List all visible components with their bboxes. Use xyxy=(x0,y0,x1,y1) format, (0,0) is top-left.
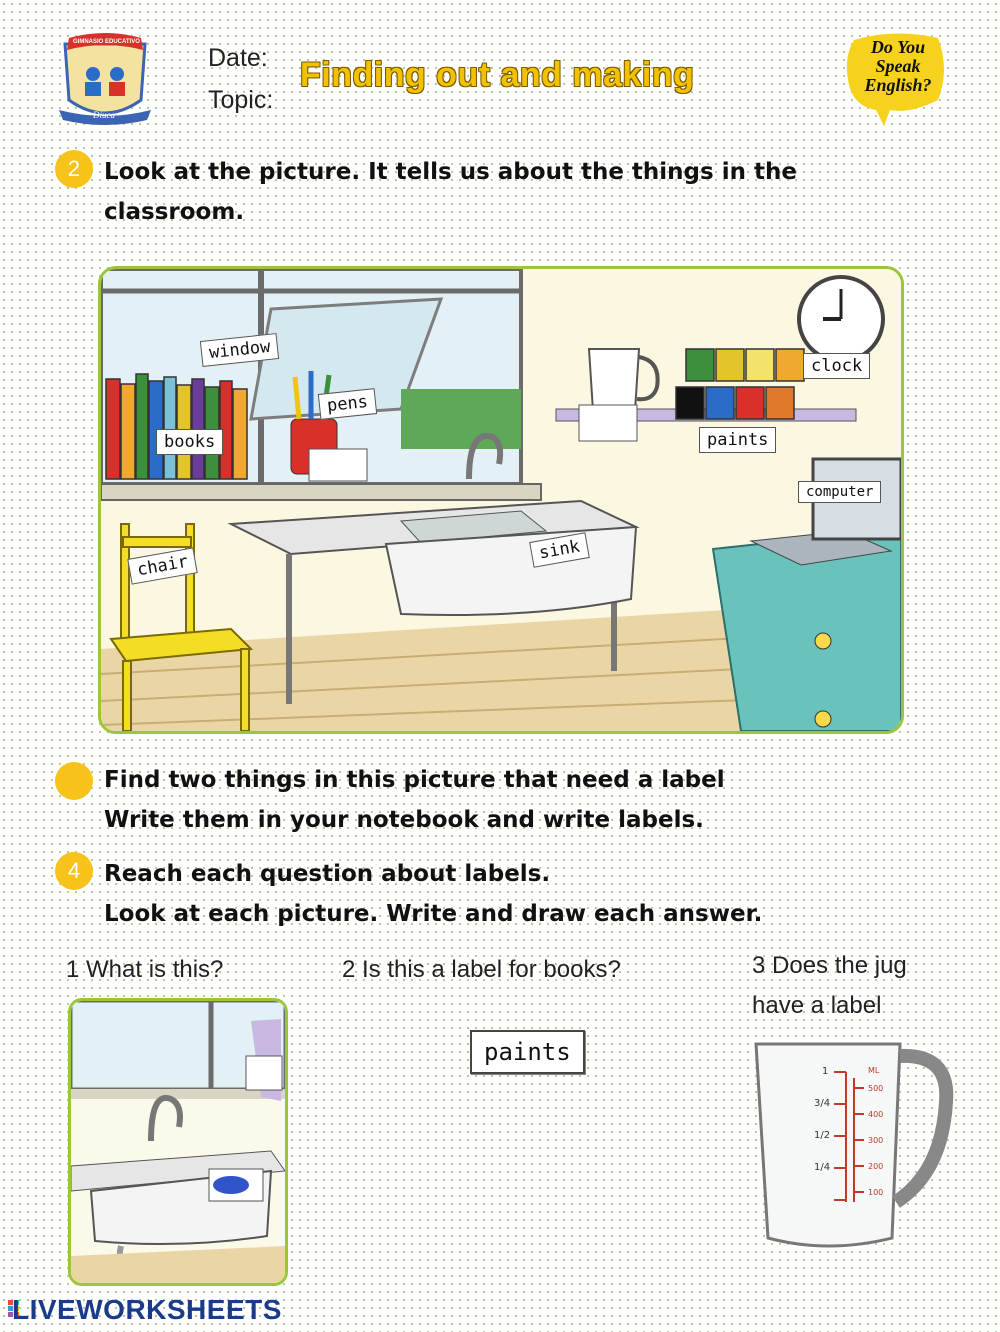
question-1: 1 What is this? xyxy=(66,956,224,983)
label-window: window xyxy=(200,333,280,367)
question-2: 2 Is this a label for books? xyxy=(342,956,621,983)
label-computer: computer xyxy=(798,481,881,503)
jug-ml-100: 100 xyxy=(868,1188,884,1197)
measuring-jug xyxy=(750,1032,960,1256)
section-2-number: 2 xyxy=(55,150,93,188)
badge-line-2: Speak xyxy=(875,56,921,76)
section-2-line-1: Look at the picture. It tells us about the things in the xyxy=(104,159,797,185)
sink-picture xyxy=(68,998,288,1286)
jug-ml-200: 200 xyxy=(868,1162,884,1171)
jug-mark-1: 1 xyxy=(822,1066,829,1077)
logo-text-top: GIMNASIO EDUCATIVO xyxy=(73,39,140,45)
label-chair: chair xyxy=(127,547,198,584)
worksheet-title: Finding out and making xyxy=(300,56,695,94)
question-3-line-1: 3 Does the jug xyxy=(752,952,907,979)
jug-mark-1-4: 1/4 xyxy=(814,1162,831,1173)
section-4-number: 4 xyxy=(55,852,93,890)
jug-ml-unit: ML xyxy=(868,1066,880,1075)
liveworksheets-brand[interactable]: LIVEWORKSHEETS xyxy=(12,1294,282,1325)
badge-line-1: Do You xyxy=(870,37,926,57)
label-clock: clock xyxy=(803,353,870,379)
date-label: Date: xyxy=(208,44,268,72)
label-books: books xyxy=(156,429,223,455)
section-2-line-2: classroom. xyxy=(104,199,245,225)
section-3-circle xyxy=(55,762,93,800)
section-3-line-1: Find two things in this picture that need a label xyxy=(104,767,725,793)
jug-ml-400: 400 xyxy=(868,1110,884,1119)
badge-line-3: English? xyxy=(864,75,932,95)
label-pens: pens xyxy=(318,388,377,420)
label-paints: paints xyxy=(699,427,776,453)
jug-ml-300: 300 xyxy=(868,1136,884,1145)
question-3-line-2: have a label xyxy=(752,992,882,1019)
jug-mark-1-2: 1/2 xyxy=(814,1130,831,1141)
classroom-picture xyxy=(98,266,904,734)
section-4-instructions xyxy=(104,854,964,934)
speak-english-badge xyxy=(840,30,950,128)
section-2-instructions xyxy=(104,152,964,232)
section-4-line-1: Reach each question about labels. xyxy=(104,861,551,887)
section-3-line-2: Write them in your notebook and write labels. xyxy=(104,807,704,833)
jug-ml-500: 500 xyxy=(868,1084,884,1093)
logo-text-bottom: Diuca xyxy=(93,110,115,120)
question-3 xyxy=(752,946,907,1026)
label-sink: sink xyxy=(529,532,590,567)
school-logo xyxy=(55,30,155,128)
section-4-line-2: Look at each picture. Write and draw each answer. xyxy=(104,901,763,927)
paints-label-card: paints xyxy=(470,1030,585,1074)
jug-mark-3-4: 3/4 xyxy=(814,1098,831,1109)
section-3-instructions xyxy=(104,760,964,840)
topic-label: Topic: xyxy=(208,86,274,114)
